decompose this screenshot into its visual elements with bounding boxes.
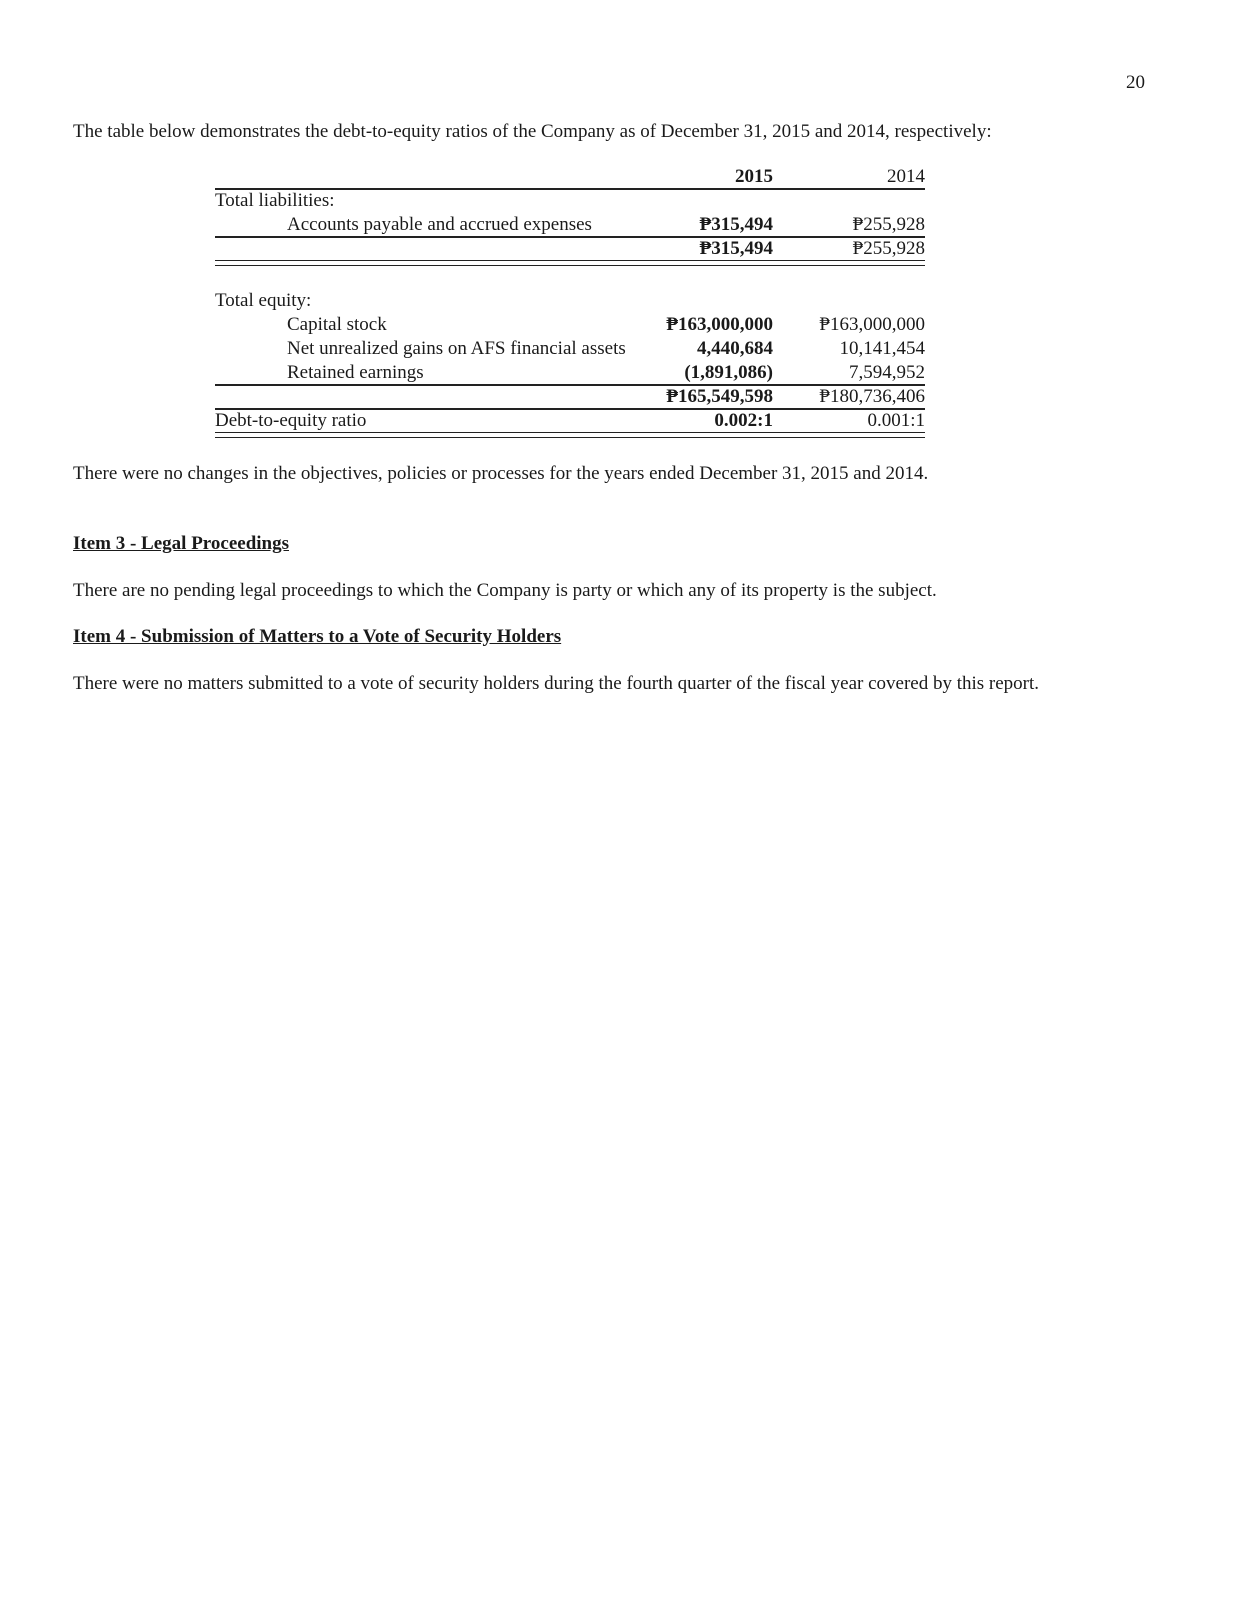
table-row [215,213,925,237]
equity-header-row [215,289,925,313]
col-2014-header: 2014 [887,166,925,187]
eq-total-2014: ₱180,736,406 [819,386,925,407]
equity-total-row [215,385,925,409]
re-label: Retained earnings [287,362,424,383]
liabilities-header-row [215,189,925,213]
eq-total-2015: ₱165,549,598 [666,386,773,407]
item4-paragraph: There were no matters submitted to a vote of security holders during the fourth quarter of the fiscal year covered by this report. [73,673,1040,694]
item3-paragraph: There are no pending legal proceedings to which the Company is party or which any of its property is the subject. [73,580,937,601]
table-row [215,313,925,337]
header-row [215,165,925,189]
debt-to-equity-table [215,165,925,433]
table-row [215,337,925,361]
liab-total-2014: ₱255,928 [852,238,925,259]
cs-2015: ₱163,000,000 [666,314,773,335]
ap-label: Accounts payable and accrued expenses [287,214,592,235]
intro-paragraph: The table below demonstrates the debt-to-equity ratios of the Company as of December 31, 2015 and 2014, respectively: [73,121,992,142]
item3-heading: Item 3 - Legal Proceedings [73,533,289,554]
liab-total-2015: ₱315,494 [699,238,773,259]
re-2014: 7,594,952 [849,362,925,383]
ratio-2014: 0.001:1 [867,410,925,431]
ratio-row [215,409,925,433]
page-number: 20 [1126,72,1145,93]
cs-label: Capital stock [287,314,387,335]
re-2015: (1,891,086) [684,362,773,383]
ratio-double-rule [215,432,925,438]
afs-2015: 4,440,684 [697,338,773,359]
spacer [215,261,925,289]
afs-2014: 10,141,454 [839,338,925,359]
ap-2014: ₱255,928 [852,214,925,235]
ap-2015: ₱315,494 [699,214,773,235]
ratio-2015: 0.002:1 [714,410,773,431]
afs-label: Net unrealized gains on AFS financial assets [287,338,626,359]
liabilities-header: Total liabilities: [215,190,335,211]
table-row [215,361,925,385]
liabilities-total-row [215,237,925,261]
cs-2014: ₱163,000,000 [819,314,925,335]
equity-header: Total equity: [215,290,312,311]
col-2015-header: 2015 [735,166,773,187]
changes-paragraph: There were no changes in the objectives, policies or processes for the years ended December 31, 2015 and 2014. [73,463,929,484]
ratio-label: Debt-to-equity ratio [215,410,367,431]
item4-heading: Item 4 - Submission of Matters to a Vote of Security Holders [73,626,562,647]
